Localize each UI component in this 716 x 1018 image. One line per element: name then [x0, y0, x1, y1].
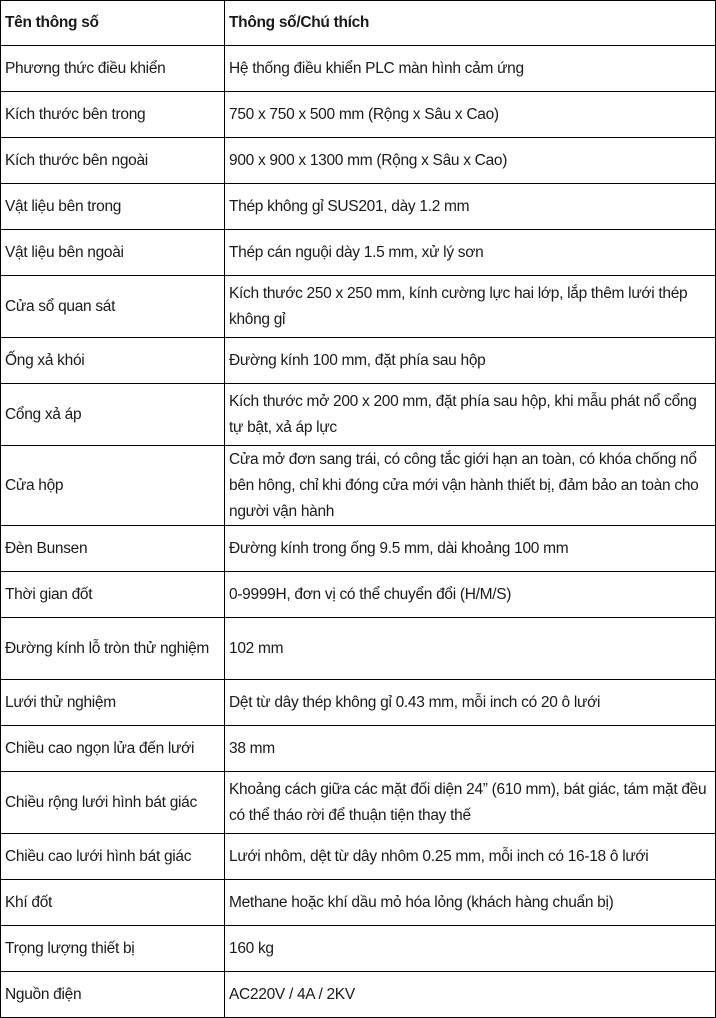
param-name: Chiều cao ngọn lửa đến lưới	[1, 726, 225, 772]
param-name: Cổng xả áp	[1, 384, 225, 446]
param-name: Đường kính lỗ tròn thử nghiệm	[1, 618, 225, 680]
param-name: Thời gian đốt	[1, 572, 225, 618]
table-row	[1, 572, 716, 618]
table-row	[1, 880, 716, 926]
param-value: Methane hoặc khí dầu mỏ hóa lỏng (khách hàng chuẩn bị)	[225, 880, 716, 926]
param-name: Trọng lượng thiết bị	[1, 926, 225, 972]
param-value: Hệ thống điều khiển PLC màn hình cảm ứng	[225, 46, 716, 92]
param-value: 38 mm	[225, 726, 716, 772]
table-row	[1, 92, 716, 138]
param-name: Lưới thử nghiệm	[1, 680, 225, 726]
table-row	[1, 338, 716, 384]
table-row	[1, 526, 716, 572]
table-row	[1, 972, 716, 1018]
param-name: Ống xả khói	[1, 338, 225, 384]
param-name: Vật liệu bên trong	[1, 184, 225, 230]
param-value: Thép không gỉ SUS201, dày 1.2 mm	[225, 184, 716, 230]
param-value: Thép cán nguội dày 1.5 mm, xử lý sơn	[225, 230, 716, 276]
param-value: Cửa mở đơn sang trái, có công tắc giới hạn an toàn, có khóa chống nổ bên hông, chỉ khi đóng cửa mới vận hành thiết bị, đảm bảo an toàn cho người vận hành	[225, 446, 716, 526]
column-header-param-value: Thông số/Chú thích	[225, 1, 716, 46]
table-header-row	[1, 1, 716, 46]
param-value: 160 kg	[225, 926, 716, 972]
table-row	[1, 138, 716, 184]
param-value: 102 mm	[225, 618, 716, 680]
table-row	[1, 276, 716, 338]
param-name: Cửa hộp	[1, 446, 225, 526]
param-value: Kích thước 250 x 250 mm, kính cường lực hai lớp, lắp thêm lưới thép không gỉ	[225, 276, 716, 338]
table-row	[1, 446, 716, 526]
param-name: Đèn Bunsen	[1, 526, 225, 572]
param-value: Đường kính 100 mm, đặt phía sau hộp	[225, 338, 716, 384]
table-row	[1, 230, 716, 276]
param-name: Phương thức điều khiển	[1, 46, 225, 92]
param-value: Dệt từ dây thép không gỉ 0.43 mm, mỗi inch có 20 ô lưới	[225, 680, 716, 726]
param-name: Chiều rộng lưới hình bát giác	[1, 772, 225, 834]
param-name: Cửa sổ quan sát	[1, 276, 225, 338]
param-value: Đường kính trong ống 9.5 mm, dài khoảng 100 mm	[225, 526, 716, 572]
column-header-param-name: Tên thông số	[1, 1, 225, 46]
table-row	[1, 834, 716, 880]
table-row	[1, 618, 716, 680]
param-name: Kích thước bên trong	[1, 92, 225, 138]
table-row	[1, 926, 716, 972]
table-row	[1, 184, 716, 230]
table-row	[1, 726, 716, 772]
param-name: Nguồn điện	[1, 972, 225, 1018]
param-name: Kích thước bên ngoài	[1, 138, 225, 184]
param-value: 900 x 900 x 1300 mm (Rộng x Sâu x Cao)	[225, 138, 716, 184]
param-name: Chiều cao lưới hình bát giác	[1, 834, 225, 880]
param-name: Khí đốt	[1, 880, 225, 926]
param-value: 0-9999H, đơn vị có thể chuyển đổi (H/M/S)	[225, 572, 716, 618]
param-value: 750 x 750 x 500 mm (Rộng x Sâu x Cao)	[225, 92, 716, 138]
table-row	[1, 384, 716, 446]
param-name: Vật liệu bên ngoài	[1, 230, 225, 276]
table-row	[1, 46, 716, 92]
table-row	[1, 772, 716, 834]
param-value: Kích thước mở 200 x 200 mm, đặt phía sau hộp, khi mẫu phát nổ cổng tự bật, xả áp lực	[225, 384, 716, 446]
param-value: Lưới nhôm, dệt từ dây nhôm 0.25 mm, mỗi inch có 16-18 ô lưới	[225, 834, 716, 880]
param-value: Khoảng cách giữa các mặt đối diện 24” (610 mm), bát giác, tám mặt đều có thể tháo rời để thuận tiện thay thế	[225, 772, 716, 834]
table-row	[1, 680, 716, 726]
param-value: AC220V / 4A / 2KV	[225, 972, 716, 1018]
